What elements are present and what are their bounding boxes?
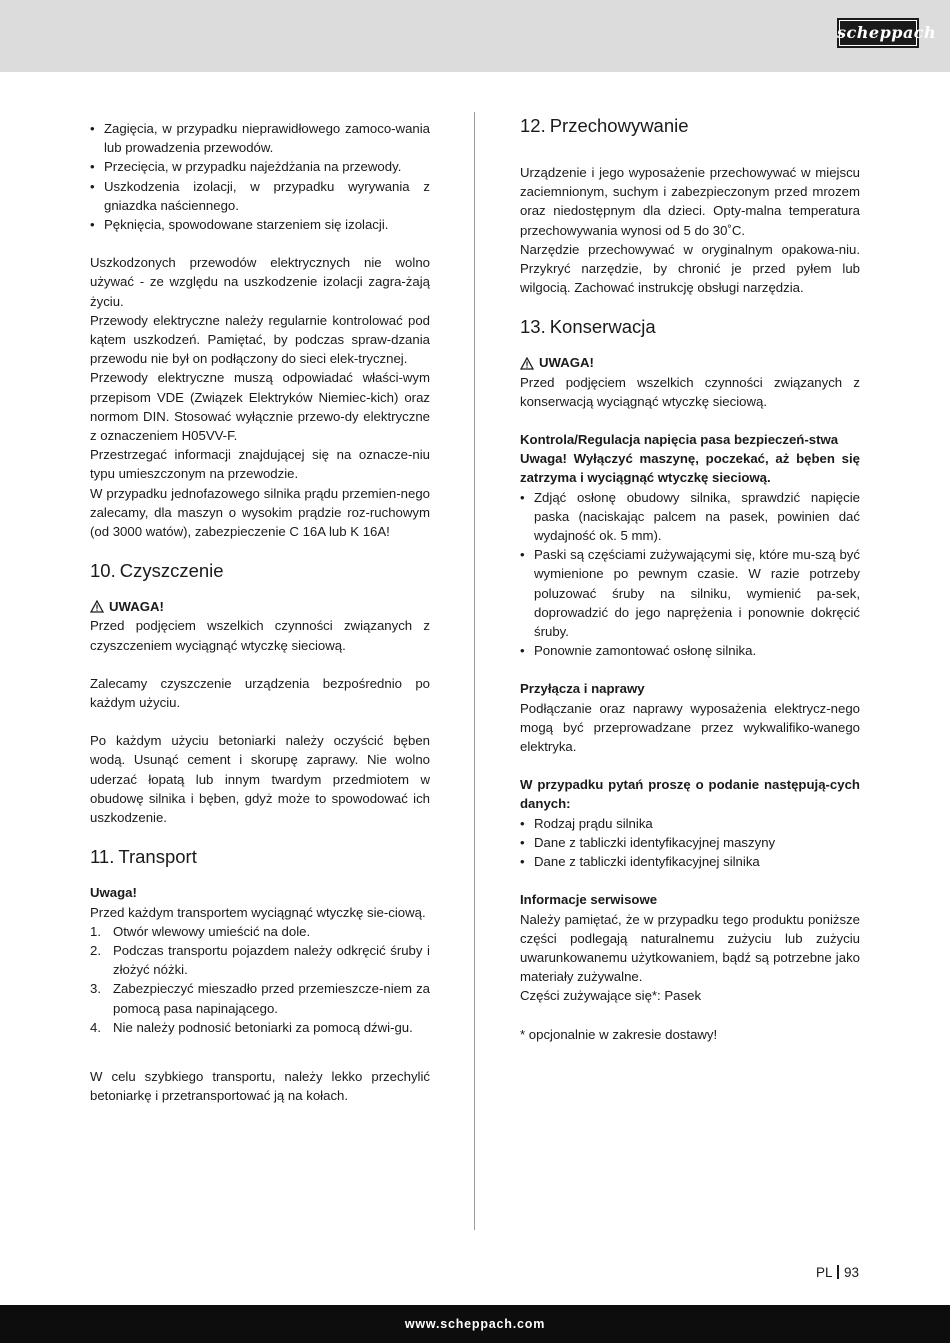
subheading: Uwaga! Wyłączyć maszynę, poczekać, aż bęben się zatrzyma i wyciągnąć wtyczkę sieciową.	[520, 451, 860, 486]
brand-logo: scheppach	[837, 18, 919, 48]
paragraph: Części zużywające się*: Pasek	[520, 988, 702, 1004]
warning-label	[90, 597, 430, 616]
section-heading-maintenance	[520, 315, 860, 339]
header-bar	[0, 0, 950, 72]
section-title: Transport	[118, 846, 197, 868]
section-number: 10.	[90, 560, 116, 582]
paragraph: W przypadku jednofazowego silnika prądu przemien-nego zalecamy, dla maszyn o wysokim prądzie roz-ruchowym (od 3000 watów), zabezpieczenie C 16A lub K 16A!	[90, 485, 430, 540]
list-item: • Pęknięcia, spowodowane starzeniem się izolacji.	[90, 215, 430, 234]
footer-bar	[0, 1305, 950, 1343]
page-number-value: 93	[843, 1265, 859, 1280]
paragraph: Przestrzegać informacji znajdującej się na oznacze-niu typu umieszczonym na przewodzie.	[90, 447, 430, 482]
list-item: 1. Otwór wlewowy umieścić na dole.	[90, 923, 311, 939]
section-heading-cleaning	[90, 559, 430, 583]
list-item: • Przecięcia, w przypadku najeżdżania na przewody.	[90, 157, 430, 176]
damage-list	[90, 119, 430, 234]
info-list	[520, 814, 860, 872]
footnote: * opcjonalnie w zakresie dostawy!	[520, 1026, 718, 1042]
paragraph: Podłączanie oraz naprawy wyposażenia elektrycz-nego mogą być przeprowadzane przez wykwalifiko-wanego elektryka.	[520, 700, 860, 755]
page-number	[816, 1265, 859, 1280]
section-heading-storage	[520, 114, 860, 138]
list-item: • Dane z tabliczki identyfikacyjnej maszyny	[520, 833, 860, 852]
paragraph: Przed podjęciem wszelkich czynności związanych z czyszczeniem wyciągnąć wtyczkę sieciową.	[90, 618, 430, 653]
subheading: W przypadku pytań proszę o podanie następują-cych danych:	[520, 777, 860, 812]
warning-triangle-icon	[90, 600, 104, 613]
belt-steps	[520, 488, 860, 661]
list-item: • Ponownie zamontować osłonę silnika.	[520, 641, 860, 660]
list-item: • Rodzaj prądu silnika	[520, 814, 860, 833]
paragraph: Narzędzie przechowywać w oryginalnym opakowa-niu. Przykryć narzędzie, by chronić je przed pyłem lub wilgocią. Zachować instrukcję obsługi narzędzia.	[520, 241, 860, 296]
transport-steps	[90, 922, 430, 1037]
section-heading-transport	[90, 845, 430, 869]
warning-text: UWAGA!	[539, 355, 594, 371]
list-item: • Zdjąć osłonę obudowy silnika, sprawdzić napięcie paska (naciskając palcem na pasek, powinien dać wydajność ok. 5 mm).	[520, 488, 860, 546]
paragraph: Przed każdym transportem wyciągnąć wtyczkę sie-ciową.	[90, 904, 426, 920]
list-item: • Dane z tabliczki identyfikacyjnej silnika	[520, 852, 860, 871]
paragraph: W celu szybkiego transportu, należy lekko przechylić betoniarkę i przetransportować ją na kołach.	[90, 1068, 430, 1104]
section-number: 11.	[90, 846, 115, 868]
subheading: Informacje serwisowe	[520, 892, 658, 908]
paragraph: Urządzenie i jego wyposażenie przechowywać w miejscu zaciemnionym, suchym i zabezpieczonym przed mrozem oraz niedostępnym dla dzieci. Opty-malna temperatura przechowywania wynosi od 5 do 30˚C.	[520, 165, 860, 238]
paragraph: Należy pamiętać, że w przypadku tego produktu poniższe części podlegają naturalnemu zużyciu lub zużyciu uwarunkowanemu użytkowaniem, bądź są potrzebne jako materiały zużywalne.	[520, 911, 860, 985]
subheading: Przyłącza i naprawy	[520, 681, 645, 697]
paragraph: Uszkodzonych przewodów elektrycznych nie wolno używać - ze względu na uszkodzenie izolacji zagra-żają życiu.	[90, 255, 430, 309]
website-url: www.scheppach.com	[404, 1317, 546, 1331]
section-title: Konserwacja	[549, 316, 656, 338]
left-column	[90, 119, 430, 1105]
section-title: Przechowywanie	[549, 115, 689, 136]
list-item: 2. Podczas transportu pojazdem należy odkręcić śruby i złożyć nóżki.	[90, 942, 430, 978]
list-item: 4. Nie należy podnosić betoniarki za pomocą dźwi-gu.	[90, 1019, 413, 1035]
section-number: 12.	[520, 115, 546, 136]
list-item: • Zagięcia, w przypadku nieprawidłowego zamoco-wania lub prowadzenia przewodów.	[90, 119, 430, 157]
paragraph: Przewody elektryczne należy regularnie kontrolować pod kątem uszkodzeń. Pamiętać, by podczas spraw-dzania przewodu nie był on podłączony do sieci elek-trycznej.	[90, 312, 430, 367]
right-column	[520, 114, 860, 1044]
section-number: 13.	[520, 316, 546, 338]
paragraph: Przewody elektryczne muszą odpowiadać właści-wym przepisom VDE (Związek Elektryków Niemiec-kich) oraz normom DIN. Stosować wyłącznie przewo-dy elektryczne z oznaczeniem H05VV-F.	[90, 370, 430, 444]
list-item: • Uszkodzenia izolacji, w przypadku wyrywania z gniazdka naściennego.	[90, 177, 430, 215]
warning-triangle-icon	[520, 357, 534, 370]
paragraph: Przed podjęciem wszelkich czynności związanych z konserwacją wyciągnąć wtyczkę sieciową.	[520, 374, 860, 409]
column-divider	[474, 112, 475, 1230]
subheading: Kontrola/Regulacja napięcia pasa bezpieczeń-stwa	[520, 432, 839, 448]
warning-text: UWAGA!	[109, 599, 164, 615]
list-item: • Paski są częściami zużywającymi się, które mu-szą być wymienione po pewnym czasie. W razie potrzeby poluzować śruby na silniku, wymienić pa-sek, doprowadzić do jego naprężenia i ponownie dokręcić śruby.	[520, 545, 860, 641]
paragraph: Po każdym użyciu betoniarki należy oczyścić bęben wodą. Usunąć cement i skorupę zaprawy. Nie wolno uderzać łopatą lub innym twardym przedmiotem w obudowę silnika i bęben, gdyż może to spowodować ich uszkodzenie.	[90, 733, 430, 826]
subheading: Uwaga!	[90, 885, 137, 901]
paragraph: Zalecamy czyszczenie urządzenia bezpośrednio po każdym użyciu.	[90, 675, 430, 711]
warning-label	[520, 353, 860, 372]
list-item: 3. Zabezpieczyć mieszadło przed przemieszcze-niem za pomocą pasa napinającego.	[90, 981, 430, 1016]
language-code: PL	[815, 1265, 833, 1280]
section-title: Czyszczenie	[119, 560, 224, 582]
